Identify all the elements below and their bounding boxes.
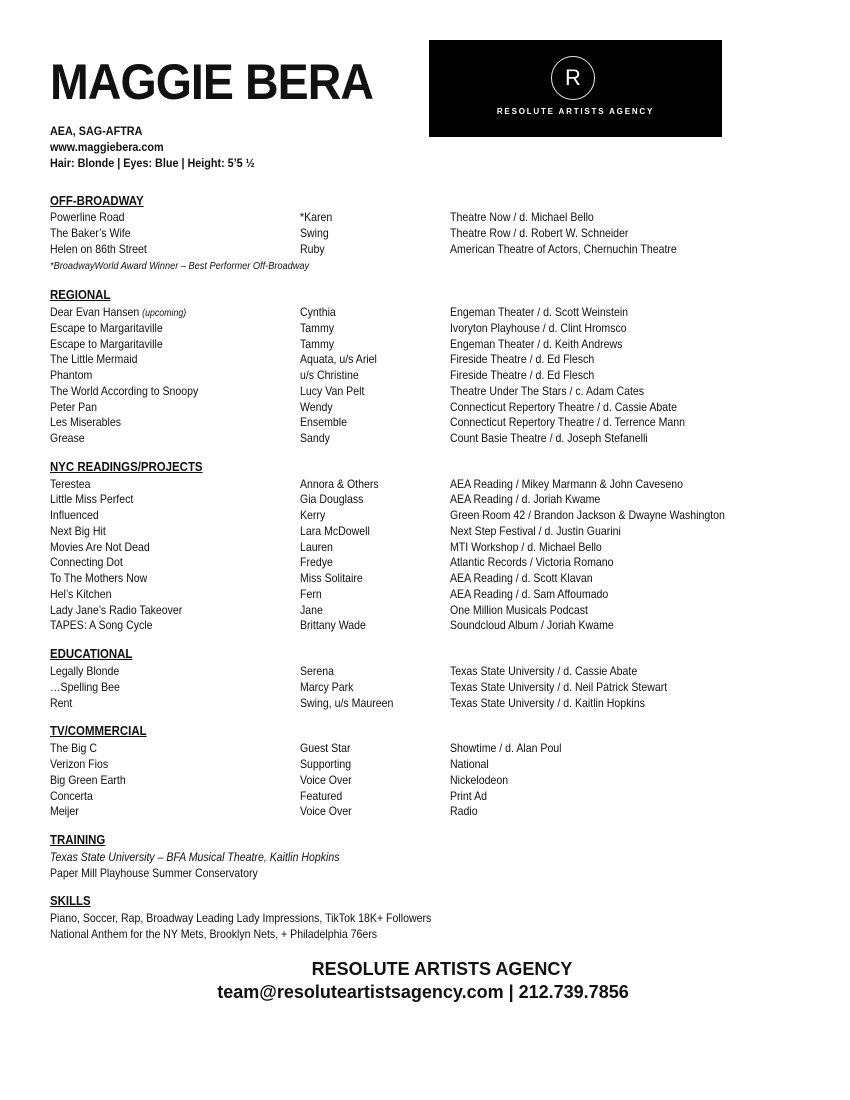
credit-row bbox=[50, 383, 810, 399]
credit-show: Influenced bbox=[50, 508, 99, 522]
credit-venue: MTI Workshop / d. Michael Bello bbox=[450, 540, 602, 554]
credit-role: Marcy Park bbox=[300, 680, 354, 694]
credit-row bbox=[50, 414, 810, 430]
credit-venue: Theatre Under The Stars / c. Adam Cates bbox=[450, 384, 645, 398]
credit-row bbox=[50, 740, 810, 756]
credit-role: Guest Star bbox=[300, 741, 351, 755]
credit-row bbox=[50, 507, 810, 523]
credit-role: Voice Over bbox=[300, 804, 352, 818]
credit-venue: AEA Reading / d. Joriah Kwame bbox=[450, 492, 601, 506]
credit-row bbox=[50, 695, 810, 711]
section-title-training: TRAINING bbox=[50, 832, 106, 847]
credit-row bbox=[50, 430, 810, 446]
credit-row bbox=[50, 772, 810, 788]
credit-show: Little Miss Perfect bbox=[50, 492, 134, 506]
actor-name: MAGGIE BERA bbox=[50, 54, 374, 110]
credit-show: Escape to Margaritaville bbox=[50, 321, 163, 335]
credit-row bbox=[50, 320, 810, 336]
credit-venue: Engeman Theater / d. Keith Andrews bbox=[450, 337, 623, 351]
credit-venue: Connecticut Repertory Theatre / d. Cassie Abate bbox=[450, 400, 677, 414]
credit-show: Next Big Hit bbox=[50, 524, 106, 538]
credit-venue: Texas State University / d. Cassie Abate bbox=[450, 664, 638, 678]
credit-note: (upcoming) bbox=[142, 308, 187, 319]
credit-show: Concerta bbox=[50, 789, 93, 803]
credit-show: Rent bbox=[50, 696, 73, 710]
credit-row bbox=[50, 663, 810, 679]
credit-show: Connecting Dot bbox=[50, 555, 123, 569]
credit-row bbox=[50, 399, 810, 415]
actor-info bbox=[50, 123, 255, 171]
logo-text: RESOLUTE ARTISTS AGENCY bbox=[496, 107, 655, 116]
credit-venue: Soundcloud Album / Joriah Kwame bbox=[450, 618, 614, 632]
credit-venue: Green Room 42 / Brandon Jackson & Dwayne Washington bbox=[450, 508, 725, 522]
credit-show: Les Miserables bbox=[50, 415, 122, 429]
credit-row bbox=[50, 788, 810, 804]
credit-show: To The Mothers Now bbox=[50, 571, 148, 585]
credit-role: Jane bbox=[300, 603, 323, 617]
skills-line: Piano, Soccer, Rap, Broadway Leading Lady Impressions, TikTok 18K+ Followers bbox=[50, 911, 432, 925]
credit-role: Fredye bbox=[300, 555, 333, 569]
credit-row bbox=[50, 570, 810, 586]
credit-venue: Theatre Now / d. Michael Bello bbox=[450, 210, 594, 224]
credit-row bbox=[50, 554, 810, 570]
credit-venue: Print Ad bbox=[450, 789, 487, 803]
credit-role: Gia Douglass bbox=[300, 492, 364, 506]
credit-role: Lauren bbox=[300, 540, 333, 554]
section-title-educational: EDUCATIONAL bbox=[50, 646, 133, 661]
credit-show: Terestea bbox=[50, 477, 91, 491]
credit-venue: Ivoryton Playhouse / d. Clint Hromsco bbox=[450, 321, 627, 335]
skills-line: National Anthem for the NY Mets, Brooklyn Nets, + Philadelphia 76ers bbox=[50, 927, 378, 941]
website-link[interactable]: www.maggiebera.com bbox=[50, 140, 164, 154]
credit-row bbox=[50, 351, 810, 367]
credit-venue: Fireside Theatre / d. Ed Flesch bbox=[450, 368, 595, 382]
credit-venue: AEA Reading / d. Scott Klavan bbox=[450, 571, 593, 585]
footer-agency-contact[interactable]: team@resoluteartistsagency.com | 212.739.7856 bbox=[217, 982, 629, 1002]
credit-role: Supporting bbox=[300, 757, 352, 771]
credit-show: Meijer bbox=[50, 804, 79, 818]
credit-role: Swing bbox=[300, 226, 329, 240]
training-line: Texas State University – BFA Musical Theatre, Kaitlin Hopkins bbox=[50, 850, 340, 864]
credit-venue: American Theatre of Actors, Chernuchin Theatre bbox=[450, 242, 677, 256]
credit-row bbox=[50, 491, 810, 507]
credit-show: Verizon Fios bbox=[50, 757, 109, 771]
credit-row bbox=[50, 617, 810, 633]
credit-role: u/s Christine bbox=[300, 368, 359, 382]
credit-show: …Spelling Bee bbox=[50, 680, 120, 694]
credit-venue: Texas State University / d. Neil Patrick Stewart bbox=[450, 680, 668, 694]
credit-row bbox=[50, 476, 810, 492]
credit-venue: Connecticut Repertory Theatre / d. Terrence Mann bbox=[450, 415, 685, 429]
section-title-regional: REGIONAL bbox=[50, 287, 111, 302]
credit-show: Powerline Road bbox=[50, 210, 125, 224]
credit-show: Legally Blonde bbox=[50, 664, 120, 678]
award-note: *BroadwayWorld Award Winner – Best Performer Off-Broadway bbox=[50, 261, 310, 272]
credit-show: Grease bbox=[50, 431, 85, 445]
credit-role: Cynthia bbox=[300, 305, 336, 319]
credit-role: Brittany Wade bbox=[300, 618, 366, 632]
credit-venue: Theatre Row / d. Robert W. Schneider bbox=[450, 226, 629, 240]
section-title-skills: SKILLS bbox=[50, 893, 91, 908]
credit-row bbox=[50, 209, 810, 225]
credit-venue: Radio bbox=[450, 804, 478, 818]
credit-role: *Karen bbox=[300, 210, 333, 224]
credit-role: Wendy bbox=[300, 400, 333, 414]
credit-row bbox=[50, 602, 810, 618]
credit-show: Peter Pan bbox=[50, 400, 97, 414]
footer-agency-name: RESOLUTE ARTISTS AGENCY bbox=[311, 959, 573, 979]
credit-row bbox=[50, 336, 810, 352]
credit-role: Ensemble bbox=[300, 415, 347, 429]
credit-row bbox=[50, 241, 810, 257]
credit-venue: Nickelodeon bbox=[450, 773, 509, 787]
credit-venue: AEA Reading / d. Sam Affoumado bbox=[450, 587, 609, 601]
credit-venue: Fireside Theatre / d. Ed Flesch bbox=[450, 352, 595, 366]
physical-stats: Hair: Blonde | Eyes: Blue | Height: 5’5 ½ bbox=[50, 156, 255, 170]
credit-show: Phantom bbox=[50, 368, 93, 382]
credit-venue: Atlantic Records / Victoria Romano bbox=[450, 555, 614, 569]
credit-row bbox=[50, 803, 810, 819]
credit-venue: Texas State University / d. Kaitlin Hopkins bbox=[450, 696, 645, 710]
credit-show: The Little Mermaid bbox=[50, 352, 138, 366]
credit-show: Helen on 86th Street bbox=[50, 242, 147, 256]
credit-show: The Big C bbox=[50, 741, 97, 755]
credit-show: TAPES: A Song Cycle bbox=[50, 618, 153, 632]
credit-show: The World According to Snoopy bbox=[50, 384, 199, 398]
credit-role: Aquata, u/s Ariel bbox=[300, 352, 377, 366]
credit-venue: One Million Musicals Podcast bbox=[450, 603, 588, 617]
credit-row bbox=[50, 225, 810, 241]
credit-show: Movies Are Not Dead bbox=[50, 540, 150, 554]
credit-show: Dear Evan Hansen (upcoming) bbox=[50, 305, 187, 319]
credit-venue: AEA Reading / Mikey Marmann & John Caveseno bbox=[450, 477, 684, 491]
credit-show: Lady Jane’s Radio Takeover bbox=[50, 603, 183, 617]
training-line: Paper Mill Playhouse Summer Conservatory bbox=[50, 866, 258, 880]
credit-row bbox=[50, 539, 810, 555]
credit-show: Big Green Earth bbox=[50, 773, 126, 787]
logo-letter: R bbox=[565, 65, 581, 90]
credit-row bbox=[50, 523, 810, 539]
section-title-tv-commercial: TV/COMMERCIAL bbox=[50, 723, 147, 738]
credit-venue: National bbox=[450, 757, 489, 771]
credit-venue: Next Step Festival / d. Justin Guarini bbox=[450, 524, 621, 538]
section-title-off-broadway: OFF-BROADWAY bbox=[50, 193, 144, 208]
credit-row bbox=[50, 586, 810, 602]
agency-logo bbox=[429, 40, 722, 137]
credit-venue: Count Basie Theatre / d. Joseph Stefanelli bbox=[450, 431, 648, 445]
credit-role: Voice Over bbox=[300, 773, 352, 787]
credit-role: Tammy bbox=[300, 337, 335, 351]
credit-role: Fern bbox=[300, 587, 322, 601]
credit-row bbox=[50, 304, 810, 320]
credit-role: Lara McDowell bbox=[300, 524, 370, 538]
credit-role: Tammy bbox=[300, 321, 335, 335]
credit-role: Kerry bbox=[300, 508, 326, 522]
credit-role: Lucy Van Pelt bbox=[300, 384, 365, 398]
credit-row bbox=[50, 367, 810, 383]
unions: AEA, SAG-AFTRA bbox=[50, 124, 143, 138]
credit-show: Escape to Margaritaville bbox=[50, 337, 163, 351]
credit-venue: Showtime / d. Alan Poul bbox=[450, 741, 562, 755]
credit-show: Hel’s Kitchen bbox=[50, 587, 112, 601]
credit-row bbox=[50, 679, 810, 695]
credit-show: The Baker’s Wife bbox=[50, 226, 131, 240]
credit-role: Miss Solitaire bbox=[300, 571, 363, 585]
credit-role: Swing, u/s Maureen bbox=[300, 696, 394, 710]
credit-venue: Engeman Theater / d. Scott Weinstein bbox=[450, 305, 629, 319]
credit-role: Ruby bbox=[300, 242, 325, 256]
section-title-nyc-readings: NYC READINGS/PROJECTS bbox=[50, 459, 203, 474]
logo-emblem-icon bbox=[551, 56, 595, 100]
credit-row bbox=[50, 756, 810, 772]
credit-role: Serena bbox=[300, 664, 335, 678]
credit-role: Featured bbox=[300, 789, 343, 803]
credit-role: Sandy bbox=[300, 431, 330, 445]
credit-role: Annora & Others bbox=[300, 477, 379, 491]
